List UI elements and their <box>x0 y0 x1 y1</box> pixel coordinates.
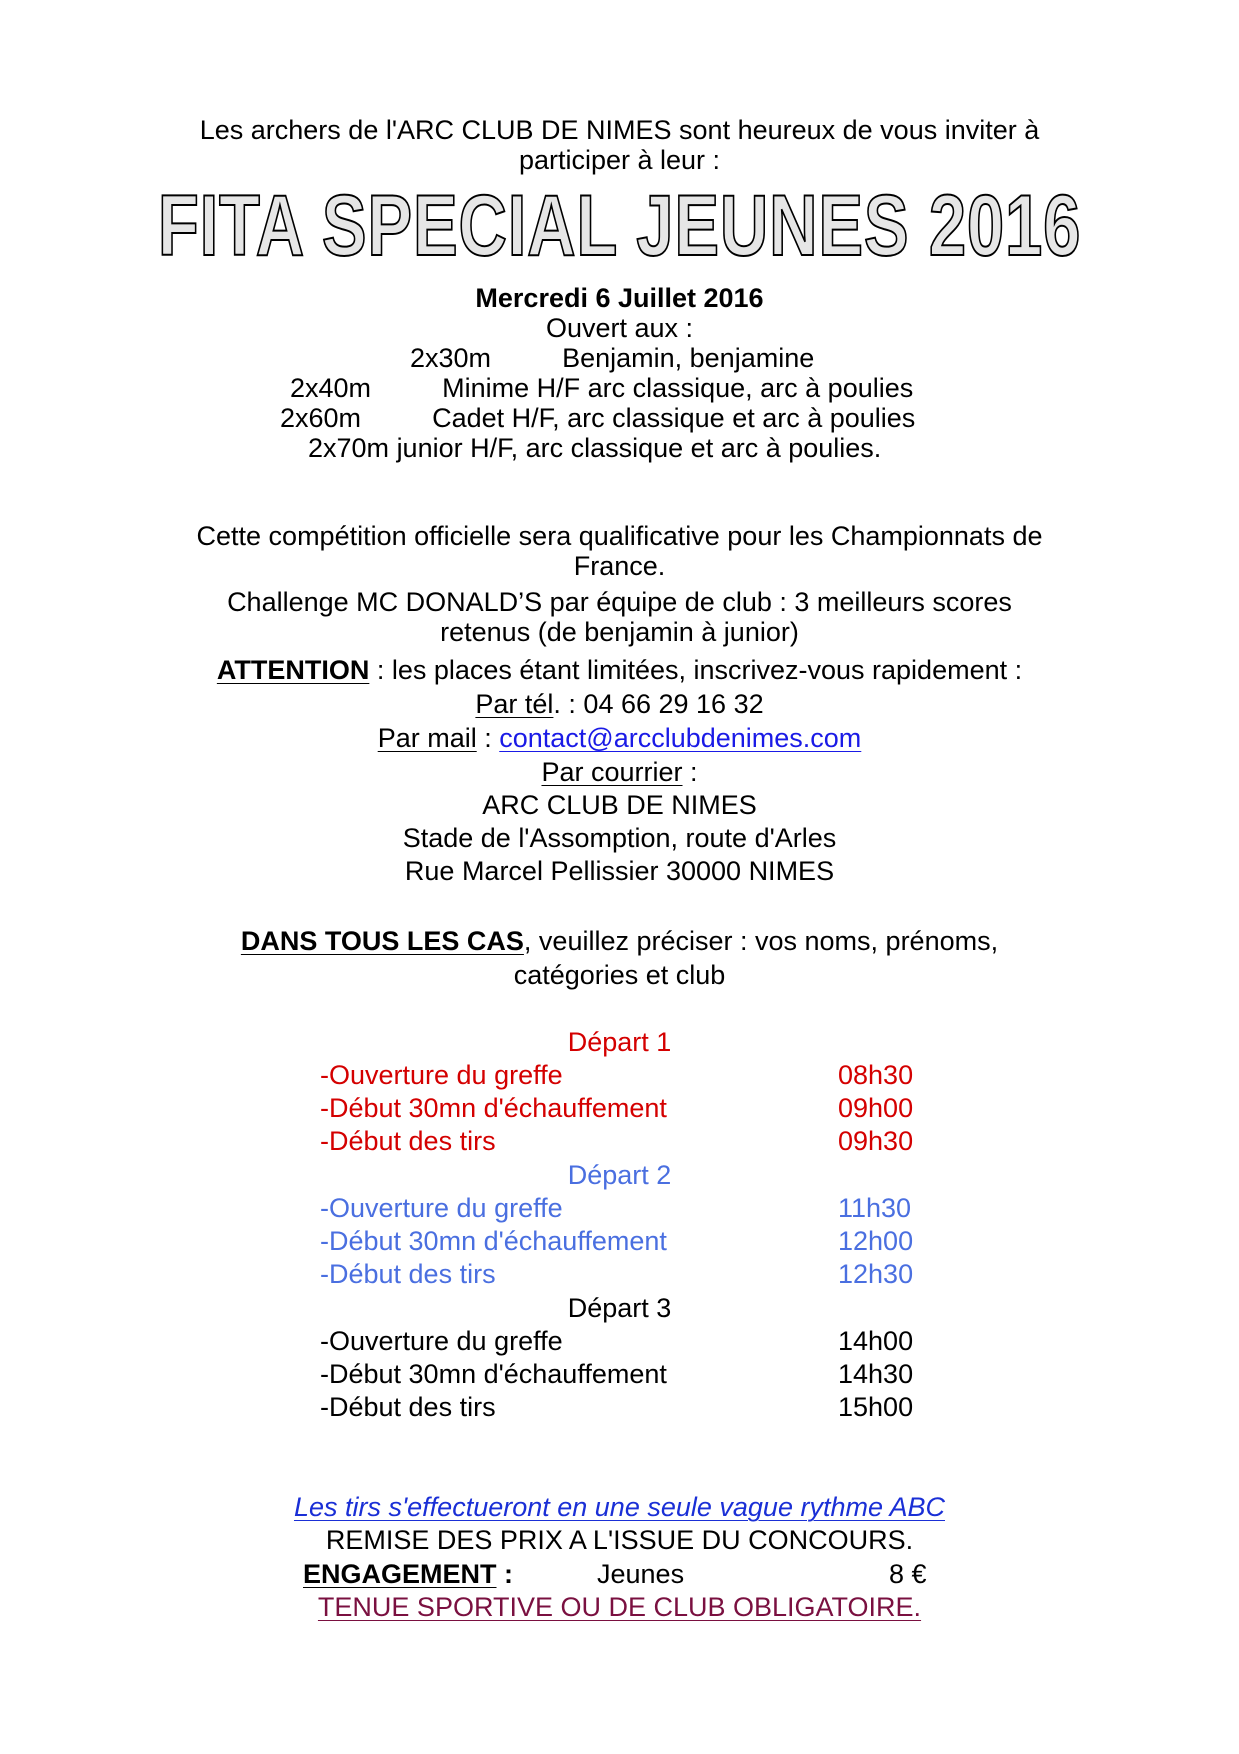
distance-row-4 <box>308 432 881 464</box>
attention-text: : les places étant limitées, inscrivez-vous rapidement : <box>369 655 1023 685</box>
depart-2-item-2-time: 12h00 <box>838 1226 914 1256</box>
attention-line <box>0 654 1239 686</box>
open-to-label: Ouvert aux : <box>545 313 694 343</box>
depart-1-title: Départ 1 <box>567 1027 672 1057</box>
courrier-line <box>0 756 1239 788</box>
mail-line <box>0 722 1239 754</box>
courrier-label: Par courrier <box>541 757 683 787</box>
depart-3-item-1-label: -Ouverture du greffe <box>320 1326 563 1356</box>
depart-3-item-3-time: 15h00 <box>838 1392 914 1422</box>
depart-2-item-3-time: 12h30 <box>838 1259 914 1289</box>
tel-label: Par tél <box>475 689 554 719</box>
tel-value: . : 04 66 29 16 32 <box>553 689 764 719</box>
engagement-label-wrap <box>303 1558 513 1590</box>
tirs-line <box>0 1491 1239 1523</box>
tirs-link[interactable]: Les tirs s'effectueront en une seule vague rythme ABC <box>293 1492 945 1522</box>
depart-3-item-3-label: -Début des tirs <box>320 1392 496 1422</box>
courrier-sep: : <box>682 757 698 787</box>
distance-row-3 <box>280 402 915 434</box>
engagement-price: 8 € <box>889 1559 927 1589</box>
depart-1-item-2-label: -Début 30mn d'échauffement <box>320 1093 667 1123</box>
depart-3-item-2-time: 14h30 <box>838 1359 914 1389</box>
depart-3-item-1-time: 14h00 <box>838 1326 914 1356</box>
depart-3-title: Départ 3 <box>567 1293 672 1323</box>
engagement-label: ENGAGEMENT <box>303 1559 497 1589</box>
cases-line-2: catégories et club <box>513 960 726 990</box>
depart-1-item-2-time: 09h00 <box>838 1093 914 1123</box>
page-title: FITA SPECIAL JEUNES 2016 <box>157 178 1082 274</box>
tenue-line <box>0 1591 1239 1623</box>
depart-2-item-3-label: -Début des tirs <box>320 1259 496 1289</box>
intro-line-1: Les archers de l'ARC CLUB DE NIMES sont heureux de vous inviter à <box>199 115 1040 145</box>
attention-label: ATTENTION <box>216 655 370 685</box>
challenge-line-1: Challenge MC DONALD’S par équipe de club : 3 meilleurs scores <box>227 587 1012 617</box>
depart-1-item-1-time: 08h30 <box>838 1060 914 1090</box>
address-line-2: Stade de l'Assomption, route d'Arles <box>402 823 837 853</box>
distance: 2x40m <box>290 373 372 403</box>
event-date: Mercredi 6 Juillet 2016 <box>475 283 764 313</box>
tenue-text: TENUE SPORTIVE OU DE CLUB OBLIGATOIRE. <box>317 1592 922 1622</box>
depart-1-item-3-label: -Début des tirs <box>320 1126 496 1156</box>
category: junior H/F, arc classique et arc à poulies. <box>396 433 882 463</box>
challenge-line-2: retenus (de benjamin à junior) <box>440 617 799 647</box>
email-link[interactable]: contact@arcclubdenimes.com <box>499 723 862 753</box>
depart-2-title: Départ 2 <box>567 1160 672 1190</box>
distance: 2x60m <box>280 403 362 433</box>
depart-2-item-1-time: 11h30 <box>838 1193 912 1223</box>
cases-line <box>0 925 1239 957</box>
engagement-who: Jeunes <box>597 1559 685 1589</box>
address-line-1: ARC CLUB DE NIMES <box>482 790 757 820</box>
engagement-sep: : <box>496 1559 514 1589</box>
cases-text: , veuillez préciser : vos noms, prénoms, <box>523 926 999 956</box>
mail-label: Par mail <box>377 723 477 753</box>
depart-1-item-3-time: 09h30 <box>838 1126 914 1156</box>
category: Minime H/F arc classique, arc à poulies <box>442 373 914 403</box>
category: Cadet H/F, arc classique et arc à poulies <box>432 403 916 433</box>
cases-label: DANS TOUS LES CAS <box>240 926 524 956</box>
mail-sep: : <box>476 723 500 753</box>
distance-row-2 <box>290 372 913 404</box>
depart-3-item-2-label: -Début 30mn d'échauffement <box>320 1359 667 1389</box>
qualification-line-1: Cette compétition officielle sera qualificative pour les Championnats de <box>196 521 1043 551</box>
distance: 2x70m <box>308 433 390 463</box>
depart-1-item-1-label: -Ouverture du greffe <box>320 1060 563 1090</box>
depart-2-item-2-label: -Début 30mn d'échauffement <box>320 1226 667 1256</box>
depart-2-item-1-label: -Ouverture du greffe <box>320 1193 563 1223</box>
category: Benjamin, benjamine <box>562 343 815 373</box>
distance-row-1 <box>410 342 814 374</box>
remise-line: REMISE DES PRIX A L'ISSUE DU CONCOURS. <box>325 1525 914 1555</box>
address-line-3: Rue Marcel Pellissier 30000 NIMES <box>404 856 835 886</box>
distance: 2x30m <box>410 343 492 373</box>
intro-line-2: participer à leur : <box>518 145 721 175</box>
tel-line <box>0 688 1239 720</box>
qualification-line-2: France. <box>573 551 666 581</box>
